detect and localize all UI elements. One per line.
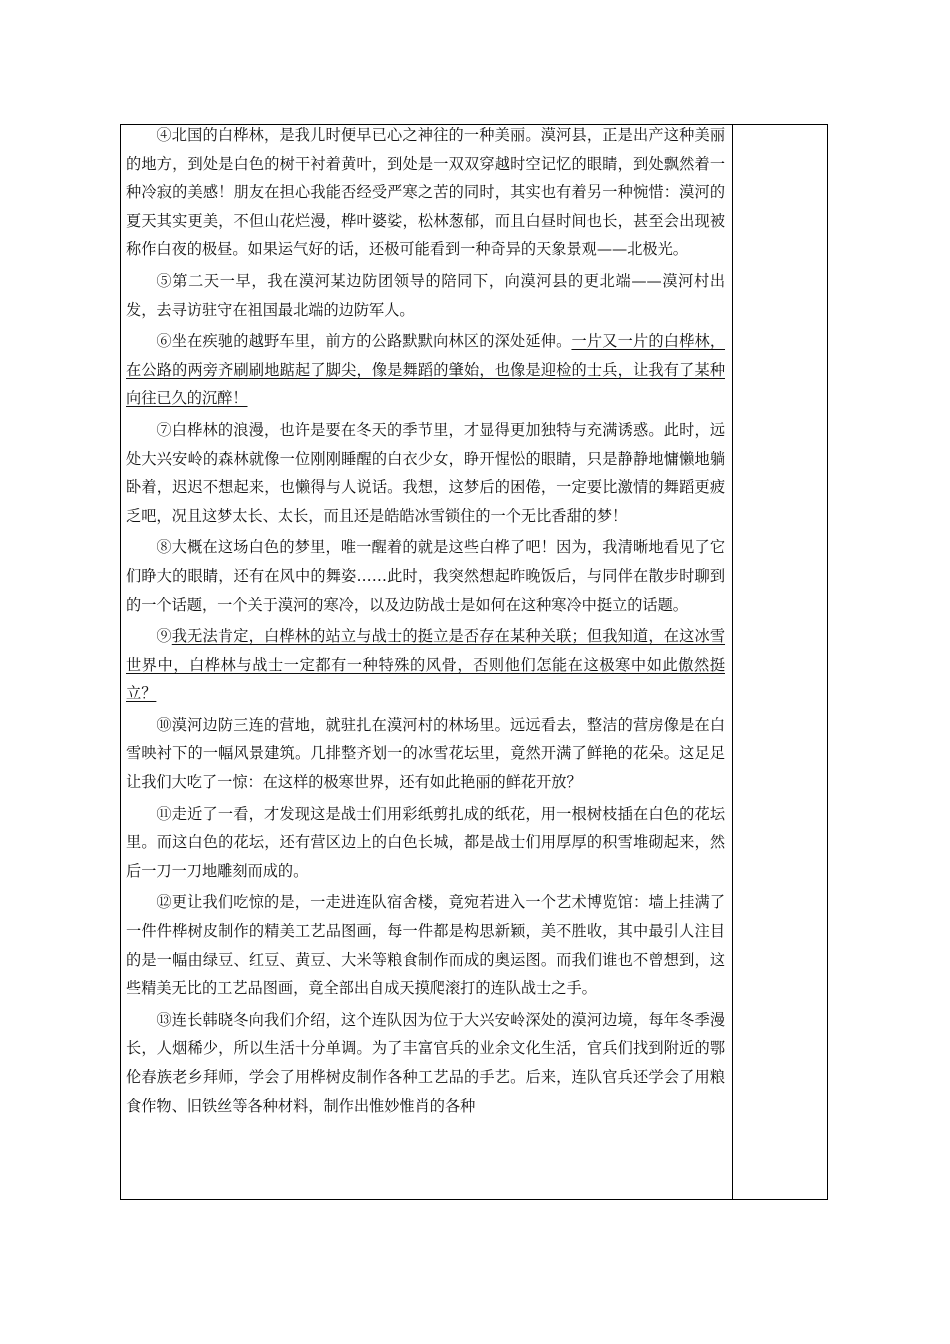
underlined-text: 一片又一片的白桦林，在公路的两旁齐刷刷地踮起了脚尖，像是舞蹈的肇始，也像是迎检的士兵，让我有了某种向往已久的沉醉！ — [126, 332, 726, 408]
article-paragraph — [126, 888, 725, 1002]
paragraph-text: 第二天一早，我在漠河某边防团领导的陪同下，向漠河县的更北端——漠河村出发，去寻访驻守在祖国最北端的边防军人。 — [126, 271, 726, 319]
article-paragraph — [126, 121, 725, 264]
article-paragraph — [126, 416, 725, 530]
paragraph-number: ⑦ — [156, 420, 172, 439]
paragraph-text: 走近了一看，才发现这是战士们用彩纸剪扎成的纸花，用一根树枝插在白色的花坛里。而这白色的花坛，还有营区边上的白色长城，都是战士们用厚厚的积雪堆砌起来，然后一刀一刀地雕刻而成的。 — [126, 804, 726, 880]
article-paragraph — [126, 711, 725, 797]
paragraph-number: ⑪ — [156, 804, 172, 823]
article-paragraph — [126, 327, 725, 413]
article-paragraph — [126, 267, 725, 324]
underlined-text: 我无法肯定，白桦林的站立与战士的挺立是否存在某种关联；但我知道，在这冰雪世界中，白桦林与战士一定都有一种特殊的风骨，否则他们怎能在这极寒中如此傲然挺立？ — [126, 627, 726, 703]
article-paragraph — [126, 622, 725, 708]
paragraph-text: 北国的白桦林，是我儿时便早已心之神往的一种美丽。漠河县，正是出产这种美丽的地方，到处是白色的树干衬着黄叶，到处是一双双穿越时空记忆的眼睛，到处飘然着一种冷寂的美感！朋友在担心我能否经受严寒之苦的同时，其实也有着另一种惋惜：漠河的夏天其实更美，不但山花烂漫，桦叶婆娑，松林葱郁，而且白昼时间也长，甚至会出现被称作白夜的极昼。如果运气好的话，还极可能看到一种奇异的天象景观——北极光。 — [126, 126, 726, 259]
article-paragraph — [126, 1006, 725, 1120]
paragraph-number: ⑧ — [156, 538, 172, 557]
paragraph-text: 坐在疾驰的越野车里，前方的公路默默向林区的深处延伸。 — [171, 332, 572, 351]
paragraph-number: ⑤ — [156, 271, 173, 290]
article-paragraph — [126, 533, 725, 619]
paragraph-number: ⑬ — [156, 1010, 172, 1029]
paragraph-text: 大概在这场白色的梦里，唯一醒着的就是这些白桦了吧！因为，我清晰地看见了它们睁大的眼睛，还有在风中的舞姿……此时，我突然想起昨晚饭后，与同伴在散步时聊到的一个话题，一个关于漠河的寒冷，以及边防战士是如何在这种寒冷中挺立的话题。 — [126, 538, 726, 614]
paragraph-text: 更让我们吃惊的是，一走进连队宿舍楼，竟宛若进入一个艺术博览馆：墙上挂满了一件件桦树皮制作的精美工艺品图画，每一件都是构思新颖，美不胜收，其中最引人注目的是一幅由绿豆、红豆、黄豆、大米等粮食制作而成的奥运图。而我们谁也不曾想到，这些精美无比的工艺品图画，竟全部出自成天摸爬滚打的连队战士之手。 — [126, 893, 726, 998]
paragraph-text: 白桦林的浪漫，也许是要在冬天的季节里，才显得更加独特与充满诱惑。此时，远处大兴安岭的森林就像一位刚刚睡醒的白衣少女，睁开惺忪的眼睛，只是静静地慵懒地躺卧着，迟迟不想起来，也懒得与人说话。我想，这梦后的困倦，一定要比激情的舞蹈更疲乏吧，况且这梦太长、太长，而且还是皓皓冰雪锁住的一个无比香甜的梦！ — [126, 420, 726, 525]
paragraph-number: ⑫ — [156, 893, 172, 912]
paragraph-number: ⑨ — [156, 627, 172, 646]
paragraph-number: ⑩ — [156, 715, 172, 734]
article-paragraph — [126, 800, 725, 886]
paragraph-number: ④ — [156, 126, 172, 144]
article-text-cell — [126, 121, 725, 1123]
paragraph-text: 连长韩晓冬向我们介绍，这个连队因为位于大兴安岭深处的漠河边境，每年冬季漫长，人烟稀少，所以生活十分单调。为了丰富官兵的业余文化生活，官兵们找到附近的鄂伦春族老乡拜师，学会了用桦树皮制作各种工艺品的手艺。后来，连队官兵还学会了用粮食作物、旧铁丝等各种材料，制作出惟妙惟肖的各种 — [126, 1010, 726, 1115]
paragraph-text: 漠河边防三连的营地，就驻扎在漠河村的林场里。远远看去，整洁的营房像是在白雪映衬下的一幅风景建筑。几排整齐划一的冰雪花坛里，竟然开满了鲜艳的花朵。这足足让我们大吃了一惊：在这样的极寒世界，还有如此艳丽的鲜花开放？ — [126, 715, 726, 792]
notes-column-cell — [733, 125, 827, 1199]
paragraph-number: ⑥ — [156, 332, 172, 351]
